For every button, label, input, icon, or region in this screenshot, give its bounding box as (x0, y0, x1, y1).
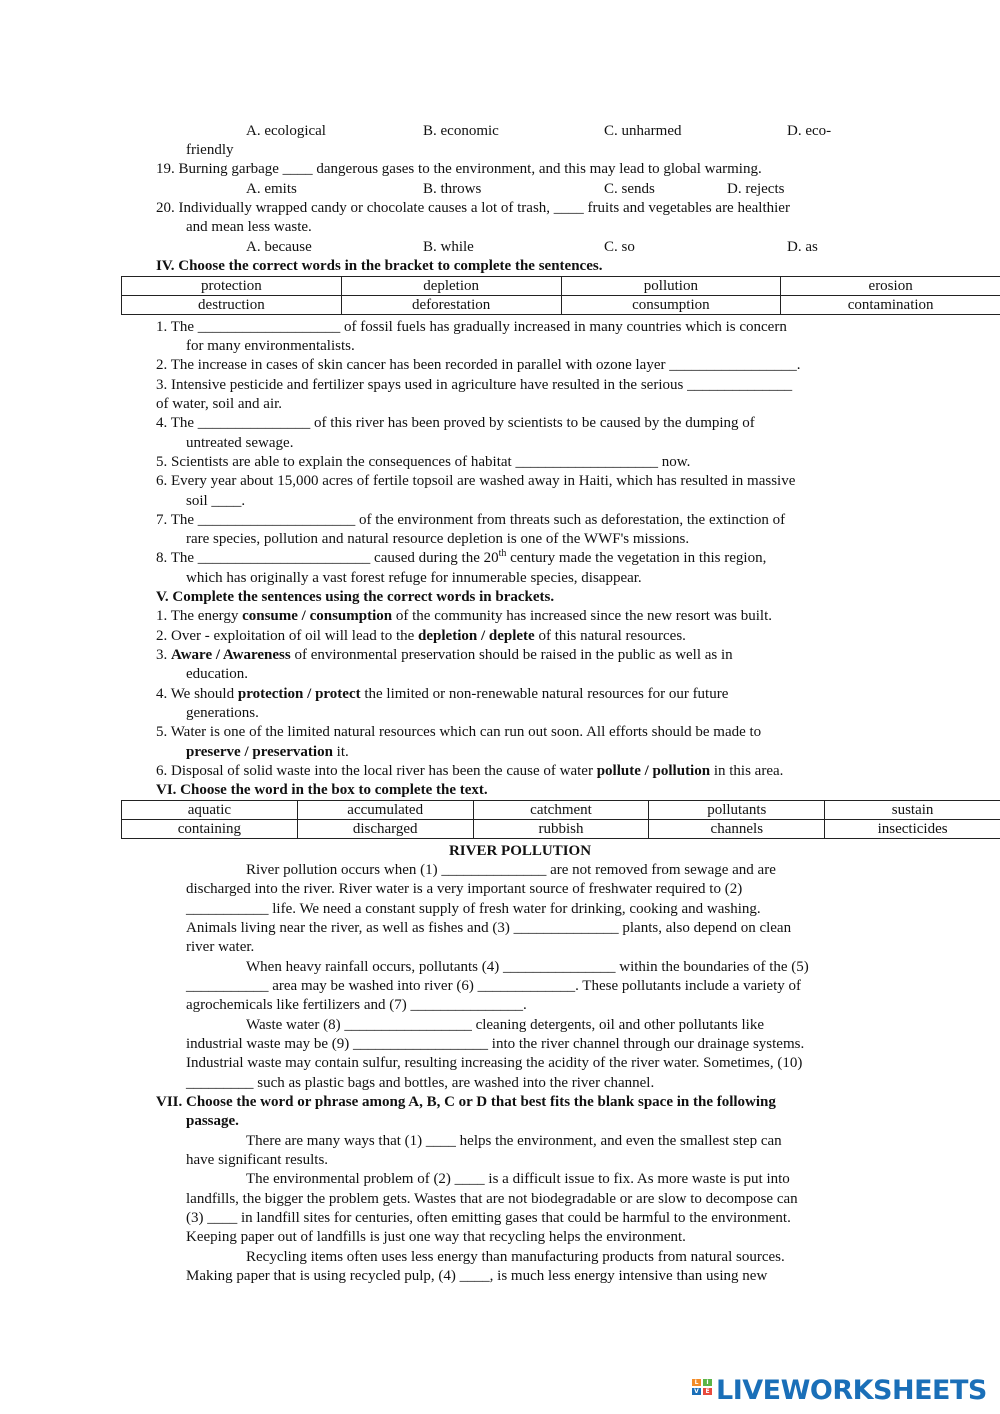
section4-q8: 8. The _______________________ caused during the 20th century made the vegetation in this region, (156, 548, 767, 566)
passage-line: There are many ways that (1) ____ helps the environment, and even the smallest step can (246, 1133, 782, 1149)
passage-line: Animals living near the river, as well as fishes and (3) ______________ plants, also depend on clean (186, 920, 792, 936)
q18-option-d: D. eco- (787, 123, 832, 139)
passage-line: Industrial waste may contain sulfur, resulting increasing the acidity of the river water. Sometimes, (10) (186, 1055, 803, 1071)
q18-option-b: B. economic (423, 123, 499, 139)
section4-line: rare species, pollution and natural resource depletion is one of the WWF's missions. (186, 531, 690, 547)
section4-line: soil ____. (186, 493, 246, 509)
word-box-cell: depletion (341, 277, 561, 296)
q20-option-a: A. because (246, 239, 312, 255)
section4-line: 4. The _______________ of this river has been proved by scientists to be caused by the dumping of (156, 415, 755, 431)
section4-line: for many environmentalists. (186, 338, 355, 354)
section5-item: 1. The energy consume / consumption of the community has increased since the new resort was built. (156, 608, 773, 624)
word-box-cell: erosion (781, 277, 1000, 296)
word-box-cell: contamination (781, 296, 1000, 315)
section4-line: 2. The increase in cases of skin cancer has been recorded in parallel with ozone layer _________________. (156, 357, 801, 373)
section5-item: 2. Over - exploitation of oil will lead to the depletion / deplete of this natural resources. (156, 628, 686, 644)
passage-line: landfills, the bigger the problem gets. Wastes that are not biodegradable or are slow to decompose can (186, 1191, 798, 1207)
q18-option-c: C. unharmed (604, 123, 682, 139)
passage-line: _________ such as plastic bags and bottles, are washed into the river channel. (186, 1075, 655, 1091)
liveworksheets-logo-icon: L I V E (692, 1379, 714, 1403)
passage-line: When heavy rainfall occurs, pollutants (4) _______________ within the boundaries of the (5) (246, 959, 809, 975)
section5-item: generations. (186, 705, 259, 721)
section5-item: preserve / preservation it. (186, 744, 349, 760)
passage-line: The environmental problem of (2) ____ is a difficult issue to fix. As more waste is put into (246, 1171, 790, 1187)
word-box-cell: aquatic (122, 801, 298, 820)
q18-option-d-cont: friendly (186, 142, 234, 158)
q19-option-c: C. sends (604, 181, 655, 197)
word-box-cell: accumulated (297, 801, 473, 820)
section7-heading-cont: passage. (186, 1113, 239, 1129)
passage-line: agrochemicals like fertilizers and (7) _______________. (186, 997, 527, 1013)
liveworksheets-logo[interactable] (692, 1375, 992, 1407)
passage-line: Making paper that is using recycled pulp, (4) ____, is much less energy intensive than using new (186, 1268, 768, 1284)
section5-item: education. (186, 666, 249, 682)
section6-word-box (121, 800, 1000, 839)
passage-line: (3) ____ in landfill sites for centuries, often emitting gases that could be harmful to the environment. (186, 1210, 791, 1226)
passage-line: Waste water (8) _________________ cleaning detergents, oil and other pollutants like (246, 1017, 764, 1033)
section4-line: untreated sewage. (186, 435, 294, 451)
q20-stem-cont: and mean less waste. (186, 219, 312, 235)
word-box-cell: insecticides (825, 820, 1000, 839)
word-box-cell: sustain (825, 801, 1000, 820)
section5-item: 4. We should protection / protect the limited or non-renewable natural resources for our future (156, 686, 729, 702)
passage-line: Keeping paper out of landfills is just one way that recycling helps the environment. (186, 1229, 686, 1245)
word-box-cell: protection (122, 277, 342, 296)
word-box-cell: catchment (473, 801, 649, 820)
word-box-cell: pollutants (649, 801, 825, 820)
section4-word-box (121, 276, 1000, 315)
river-pollution-title: RIVER POLLUTION (448, 843, 592, 859)
section4-q8-cont: which has originally a vast forest refuge for innumerable species, disappear. (186, 570, 642, 586)
word-box-cell: deforestation (341, 296, 561, 315)
q20-option-c: C. so (604, 239, 635, 255)
section5-item: 3. Aware / Awareness of environmental preservation should be raised in the public as well as in (156, 647, 733, 663)
q19-option-d: D. rejects (727, 181, 785, 197)
q19-stem: 19. Burning garbage ____ dangerous gases to the environment, and this may lead to global warming. (156, 161, 762, 177)
section5-item: 5. Water is one of the limited natural resources which can run out soon. All efforts should be made to (156, 724, 762, 740)
q20-option-d: D. as (787, 239, 818, 255)
passage-line: River pollution occurs when (1) ______________ are not removed from sewage and are (246, 862, 776, 878)
word-box-cell: discharged (297, 820, 473, 839)
section4-line: 1. The ___________________ of fossil fuels has gradually increased in many countries which is concern (156, 319, 787, 335)
passage-line: have significant results. (186, 1152, 329, 1168)
word-box-cell: pollution (561, 277, 781, 296)
section6-heading: VI. Choose the word in the box to complete the text. (156, 782, 488, 798)
liveworksheets-logo-text: LIVEWORKSHEETS (716, 1375, 987, 1406)
passage-line: river water. (186, 939, 255, 955)
section4-line: 3. Intensive pesticide and fertilizer spays used in agriculture have resulted in the serious ______________ (156, 377, 793, 393)
section4-line: of water, soil and air. (156, 396, 283, 412)
section4-line: 7. The _____________________ of the environment from threats such as deforestation, the extinction of (156, 512, 786, 528)
word-box-cell: containing (122, 820, 298, 839)
word-box-cell: destruction (122, 296, 342, 315)
word-box-cell: consumption (561, 296, 781, 315)
section4-line: 5. Scientists are able to explain the consequences of habitat ___________________ now. (156, 454, 691, 470)
q19-option-b: B. throws (423, 181, 482, 197)
passage-line: ___________ area may be washed into river (6) _____________. These pollutants include a variety of (186, 978, 801, 994)
passage-line: discharged into the river. River water is a very important source of freshwater required to (2) (186, 881, 743, 897)
section5-heading: V. Complete the sentences using the correct words in brackets. (156, 589, 555, 605)
section4-heading: IV. Choose the correct words in the bracket to complete the sentences. (156, 258, 603, 274)
word-box-cell: channels (649, 820, 825, 839)
q20-stem: 20. Individually wrapped candy or chocolate causes a lot of trash, ____ fruits and vegetables are healthier (156, 200, 790, 216)
section4-line: 6. Every year about 15,000 acres of fertile topsoil are washed away in Haiti, which has resulted in massive (156, 473, 796, 489)
passage-line: industrial waste may be (9) __________________ into the river channel through our drainage systems. (186, 1036, 805, 1052)
q18-option-a: A. ecological (246, 123, 326, 139)
passage-line: Recycling items often uses less energy than manufacturing products from natural sources. (246, 1249, 785, 1265)
q20-option-b: B. while (423, 239, 474, 255)
word-box-cell: rubbish (473, 820, 649, 839)
q19-option-a: A. emits (246, 181, 297, 197)
passage-line: ___________ life. We need a constant supply of fresh water for drinking, cooking and washing. (186, 901, 761, 917)
section5-item: 6. Disposal of solid waste into the local river has been the cause of water pollute / pollution in this area. (156, 763, 784, 779)
section7-heading: VII. Choose the word or phrase among A, B, C or D that best fits the blank space in the following (156, 1094, 776, 1110)
